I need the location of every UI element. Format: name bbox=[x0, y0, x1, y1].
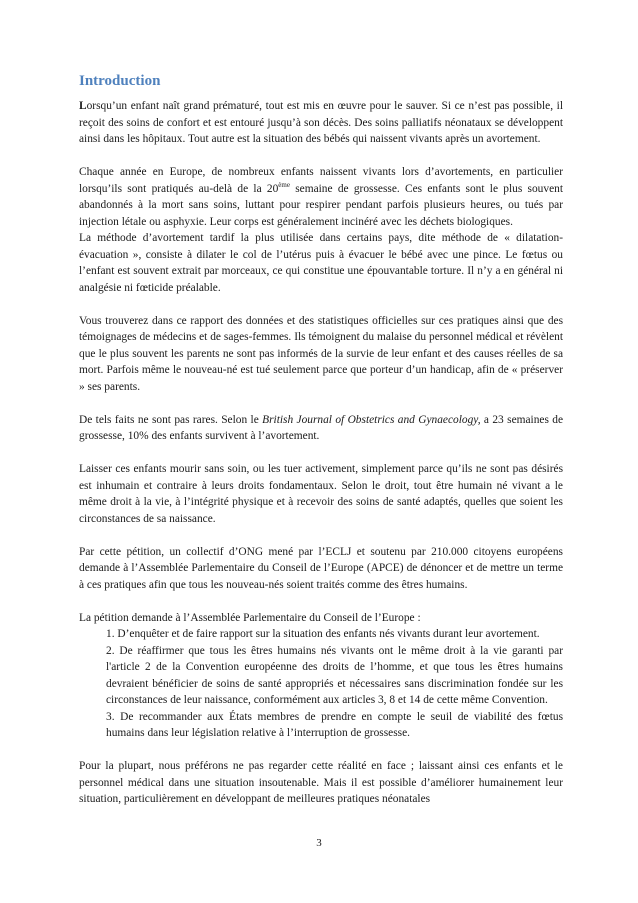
paragraph-conclusion: Pour la plupart, nous préférons ne pas regarder cette réalité en face ; laissant ainsi ces enfants et le personnel médical dans une situation insoutenable. Mais il est possible d’améliorer humainement leur situation, particulièrement en développant de meilleures pratiques néonatales bbox=[79, 760, 563, 805]
paragraph-petition: Par cette pétition, un collectif d’ONG mené par l’ECLJ et soutenu par 210.000 citoyens européens demande à l’Assemblée Parlementaire du Conseil de l’Europe (APCE) de dénoncer et de mettre un terme à ces pratiques afin que tous les nouveau-nés soient traités comme des êtres humains. bbox=[79, 545, 563, 591]
paragraph-abandonment-text-a: Chaque année en Europe, de nombreux enfants naissent vivants lors d’avortements, en particulier lorsqu’ils sont pratiqués au-delà de la 20 bbox=[79, 166, 563, 195]
paragraph-abandonment-text-b: semaine de grossesse. Ces enfants sont le plus souvent abandonnés à la mort sans soins, luttant pour respirer pendant parfois plusieurs heures, ou tués par injection létale ou asphyxie. Leur corps est généralement incinéré avec les déchets biologiques. bbox=[79, 182, 563, 228]
paragraph-rights: Laisser ces enfants mourir sans soin, ou les tuer activement, simplement parce qu’ils ne sont pas désirés est inhumain et contraire à leurs droits fondamentaux. Selon le droit, tout être humain né vivant a le même droit à la vie, à l’intégrité physique et à recevoir des soins de santé adaptés, quelles que soient les circonstances de sa naissance. bbox=[79, 463, 563, 525]
request-item: 3. De recommander aux États membres de prendre en compte le seuil de viabilité des fœtus humains dans leur législation relative à l’interruption de grossesse. bbox=[106, 710, 563, 739]
page-body bbox=[79, 72, 563, 808]
paragraph-report: Vous trouverez dans ce rapport des données et des statistiques officielles sur ces pratiques ainsi que des témoignages de médecins et de sages-femmes. Ils témoignent du malaise du personnel médical et révèlent que le plus souvent les parents ne sont pas informés de la survie de leur enfant et des causes réelles de sa mort. Parfois même le nouveau-né est tué seulement parce que porteur d’un handicap, afin de « préserver » ses parents. bbox=[79, 314, 563, 393]
journal-title: British Journal of Obstetrics and Gynaecology, bbox=[262, 413, 481, 426]
paragraph-intro-text: orsqu’un enfant naît grand prématuré, tout est mis en œuvre pour le sauver. Si ce n’est pas possible, il reçoit des soins de confort et est entouré jusqu’à son décès. Des soins palliatifs néonataux se développent ainsi dans les hôpitaux. Tout autre est la situation des bébés qui naissent vivants après un avortement. bbox=[79, 100, 563, 145]
paragraph-statistics bbox=[79, 412, 563, 445]
request-item: 2. De réaffirmer que tous les êtres humains nés vivants ont le même droit à la vie garanti par l'article 2 de la Convention européenne des droits de l’homme, et que tous les êtres humains devraient bénéficier de soins de santé appropriés et nécessaires sans discrimination fondée sur les circonstances de leur naissance, conformément aux articles 3, 8 et 14 de cette même Convention. bbox=[106, 644, 563, 706]
paragraph-method: La méthode d’avortement tardif la plus utilisée dans certains pays, dite méthode de « dilatation-évacuation », consiste à dilater le col de l’utérus puis à évacuer le bébé avec une pince. Le fœtus ou l’enfant est souvent extrait par morceaux, ce qui constitue une épouvantable torture. Il n’y a en général ni analgésie ni fœticide préalable. bbox=[79, 232, 563, 294]
petition-intro: La pétition demande à l’Assemblée Parlementaire du Conseil de l’Europe : bbox=[79, 611, 421, 624]
request-item: 1. D’enquêter et de faire rapport sur la situation des enfants nés vivants durant leur avortement. bbox=[106, 628, 540, 640]
paragraph-abandonment bbox=[79, 164, 563, 230]
first-letter: L bbox=[79, 100, 87, 112]
page-number: 3 bbox=[316, 837, 322, 849]
section-heading: Introduction bbox=[79, 73, 161, 89]
paragraph-statistics-text-b: a 23 semaines de grossesse, 10% des enfants survivent à l’avortement. bbox=[79, 413, 564, 442]
request-list bbox=[79, 626, 563, 742]
ordinal-superscript: ème bbox=[278, 180, 290, 189]
paragraph-statistics-text-a: De tels faits ne sont pas rares. Selon le bbox=[79, 413, 263, 426]
paragraph-intro bbox=[79, 98, 563, 148]
